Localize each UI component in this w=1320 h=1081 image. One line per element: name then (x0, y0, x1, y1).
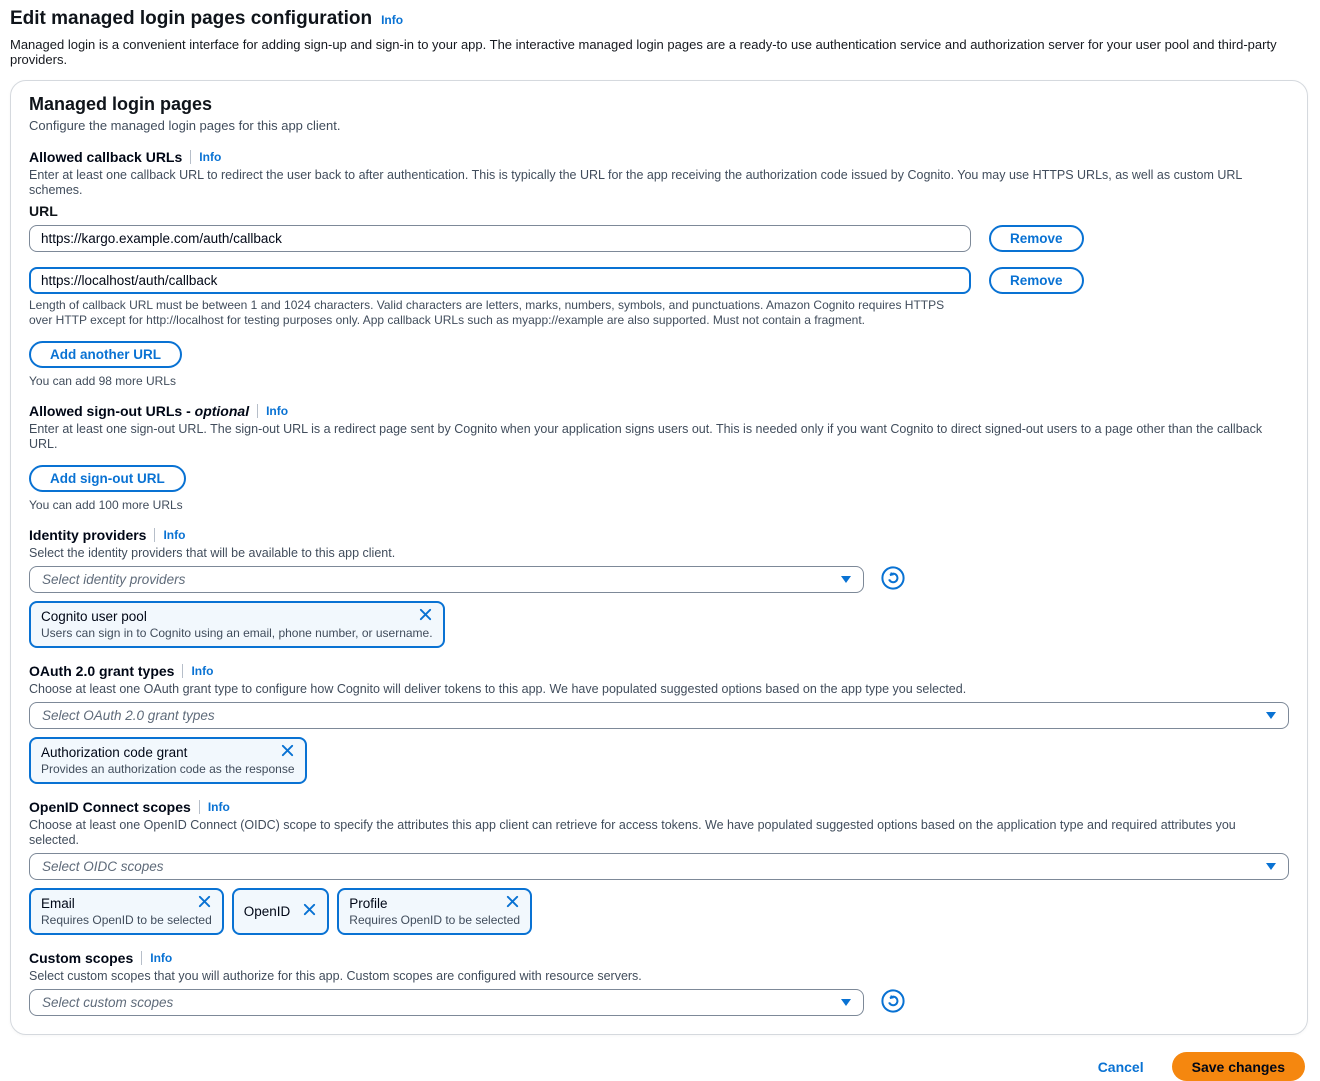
token-dismiss-button[interactable] (418, 607, 433, 625)
token-dismiss-button[interactable] (280, 743, 295, 761)
token-description: Requires OpenID to be selected (349, 913, 521, 927)
callback-info-link[interactable]: Info (199, 149, 222, 164)
identity-providers-description: Select the identity providers that will be available to this app client. (29, 546, 396, 560)
oidc-description: Choose at least one OpenID Connect (OIDC) scope to specify the attributes this app client can retrieve for access tokens. We have populated suggested options based on the application type and required attributes you selected. (29, 818, 1236, 847)
identity-providers-select[interactable] (29, 566, 864, 593)
refresh-icon (881, 566, 905, 593)
identity-providers-heading: Identity providers (29, 526, 147, 543)
oauth-info-link[interactable]: Info (191, 663, 214, 678)
close-icon (418, 607, 433, 625)
custom-scopes-description: Select custom scopes that you will authorize for this app. Custom scopes are configured with resource servers. (29, 969, 642, 983)
custom-scopes-placeholder: Select custom scopes (42, 995, 174, 1010)
page-title: Edit managed login pages configuration (10, 8, 373, 29)
token-dismiss-button[interactable] (197, 894, 212, 912)
url-field-label: URL (29, 203, 58, 219)
signout-description: Enter at least one sign-out URL. The sign-out URL is a redirect page sent by Cognito when your application signs users out. This is needed only if you want Cognito to direct signed-out users to a page other than the callback URL. (29, 422, 1263, 451)
token-cognito-user-pool (29, 601, 445, 648)
token-email-scope (29, 888, 224, 935)
callback-url-row-2 (29, 267, 1289, 294)
form-footer (0, 1035, 1320, 1081)
heading-divider (141, 951, 142, 965)
section-allowed-callback-urls (29, 148, 1289, 388)
section-custom-scopes (29, 949, 1289, 1016)
chevron-down-icon (841, 999, 851, 1006)
chevron-down-icon (1266, 712, 1276, 719)
callback-url-input-1[interactable] (29, 225, 971, 252)
oidc-info-link[interactable]: Info (207, 799, 230, 814)
card-subtitle: Configure the managed login pages for this app client. (29, 118, 341, 133)
token-description: Provides an authorization code as the response (41, 762, 295, 776)
close-icon (505, 894, 520, 912)
cancel-button[interactable]: Cancel (1097, 1058, 1144, 1075)
add-another-url-button[interactable]: Add another URL (29, 341, 182, 368)
token-label: OpenID (243, 903, 291, 919)
save-changes-button[interactable]: Save changes (1172, 1052, 1305, 1081)
oidc-heading: OpenID Connect scopes (29, 798, 191, 815)
token-description: Requires OpenID to be selected (41, 913, 212, 927)
section-oidc-scopes (29, 798, 1289, 935)
callback-description: Enter at least one callback URL to redirect the user back to after authentication. This is typically the URL for the app receiving the authorization code issued by Cognito. You may use HTTPS URLs, as well as custom URL schemes. (29, 168, 1242, 197)
section-identity-providers (29, 526, 1289, 648)
identity-providers-info-link[interactable]: Info (163, 527, 186, 542)
signout-optional-label: optional (194, 402, 250, 419)
heading-divider (199, 800, 200, 814)
heading-divider (154, 528, 155, 542)
refresh-icon (881, 989, 905, 1016)
close-icon (302, 902, 317, 920)
remove-url-button-1[interactable]: Remove (989, 225, 1084, 252)
chevron-down-icon (841, 576, 851, 583)
chevron-down-icon (1266, 863, 1276, 870)
callback-url-row-1 (29, 225, 1289, 252)
managed-login-pages-card (10, 80, 1308, 1035)
custom-scopes-heading: Custom scopes (29, 949, 134, 966)
custom-scopes-select[interactable] (29, 989, 864, 1016)
signout-remaining-text: You can add 100 more URLs (29, 498, 183, 512)
signout-heading: Allowed sign-out URLs - optional (29, 402, 250, 419)
callback-heading: Allowed callback URLs (29, 148, 183, 165)
token-authorization-code-grant (29, 737, 307, 784)
token-label: Cognito user pool (41, 608, 147, 624)
close-icon (197, 894, 212, 912)
token-label: Profile (349, 895, 388, 911)
token-openid-scope (232, 888, 330, 935)
oauth-placeholder: Select OAuth 2.0 grant types (42, 708, 215, 723)
oauth-heading: OAuth 2.0 grant types (29, 662, 175, 679)
heading-divider (257, 404, 258, 418)
token-label: Authorization code grant (41, 744, 188, 760)
heading-divider (182, 664, 183, 678)
custom-scopes-refresh-button[interactable] (881, 989, 905, 1016)
page-header (0, 0, 1320, 67)
callback-url-input-2[interactable] (29, 267, 971, 294)
identity-providers-placeholder: Select identity providers (42, 572, 186, 587)
token-label: Email (41, 895, 75, 911)
card-title: Managed login pages (29, 94, 213, 114)
add-signout-url-button[interactable]: Add sign-out URL (29, 465, 186, 492)
page-info-link[interactable]: Info (381, 13, 404, 27)
oauth-grant-types-select[interactable] (29, 702, 1289, 729)
oidc-placeholder: Select OIDC scopes (42, 859, 164, 874)
token-dismiss-button[interactable] (302, 902, 317, 920)
page-description: Managed login is a convenient interface for adding sign-up and sign-in to your app. The interactive managed login pages are a ready-to use authentication service and authorization server for your user pool and third-party providers. (10, 37, 1277, 67)
remove-url-button-2[interactable]: Remove (989, 267, 1084, 294)
identity-providers-refresh-button[interactable] (881, 566, 905, 593)
callback-constraint-text: Length of callback URL must be between 1 and 1024 characters. Valid characters are letters, marks, numbers, symbols, and punctuations. Amazon Cognito requires HTTPS over HTTP except for http://localhost for testing purposes only. App callback URLs such as myapp://example are also supported. Must not contain a fragment. (29, 298, 945, 327)
section-oauth-grant-types (29, 662, 1289, 784)
close-icon (280, 743, 295, 761)
section-signout-urls (29, 402, 1289, 512)
signout-info-link[interactable]: Info (266, 403, 289, 418)
oauth-description: Choose at least one OAuth grant type to configure how Cognito will deliver tokens to this app. We have populated suggested options based on the app type you selected. (29, 682, 967, 696)
token-profile-scope (337, 888, 532, 935)
token-description: Users can sign in to Cognito using an email, phone number, or username. (41, 626, 433, 640)
token-dismiss-button[interactable] (505, 894, 520, 912)
heading-divider (190, 150, 191, 164)
custom-scopes-info-link[interactable]: Info (150, 950, 173, 965)
oidc-scopes-select[interactable] (29, 853, 1289, 880)
callback-remaining-text: You can add 98 more URLs (29, 374, 176, 388)
